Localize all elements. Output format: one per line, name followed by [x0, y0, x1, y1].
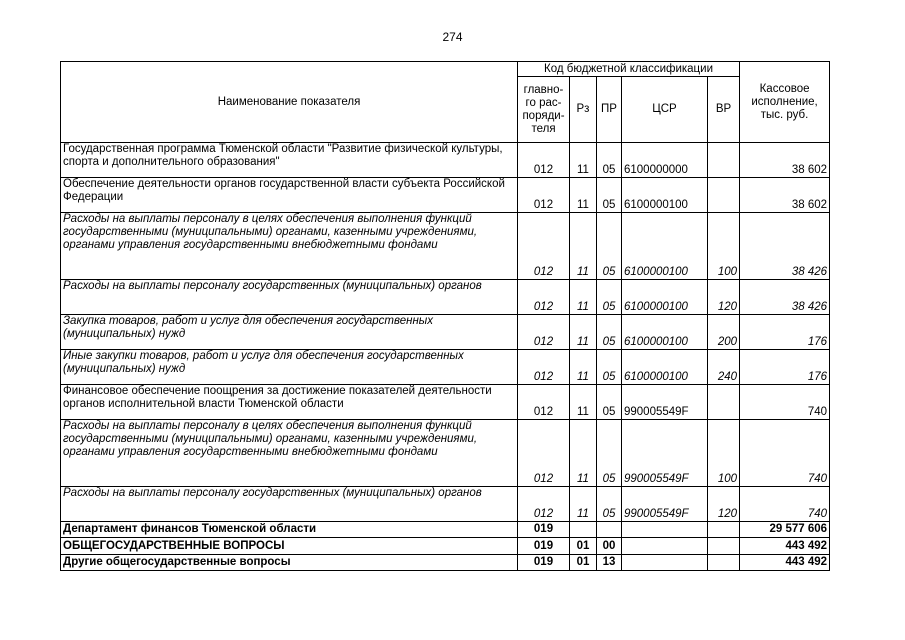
row-name: Иные закупки товаров, работ и услуг для обеспечения государственных (муниципальных) нужд: [61, 350, 518, 385]
table-row: [61, 487, 830, 522]
row-admin-code: 012: [518, 178, 570, 213]
row-csr: 990005549F: [622, 385, 708, 420]
row-csr: 6100000100: [622, 213, 708, 280]
row-csr: 6100000100: [622, 350, 708, 385]
row-pr: 05: [597, 315, 622, 350]
row-vr: 100: [708, 420, 740, 487]
table-row: [61, 538, 830, 555]
row-name: Расходы на выплаты персоналу государственных (муниципальных) органов: [61, 280, 518, 315]
row-pr: 05: [597, 385, 622, 420]
row-name: Закупка товаров, работ и услуг для обеспечения государственных (муниципальных) нужд: [61, 315, 518, 350]
row-vr: 120: [708, 487, 740, 522]
row-amount: 29 577 606: [740, 522, 830, 538]
row-admin-code: 012: [518, 213, 570, 280]
budget-execution-table: [60, 61, 830, 571]
row-pr: 13: [597, 555, 622, 571]
header-csr: ЦСР: [622, 77, 708, 143]
row-admin-code: 012: [518, 315, 570, 350]
row-vr: [708, 143, 740, 178]
row-name: Другие общегосударственные вопросы: [61, 555, 518, 571]
row-amount: 38 426: [740, 280, 830, 315]
table-row: [61, 213, 830, 280]
row-rz: 11: [570, 487, 597, 522]
row-rz: [570, 522, 597, 538]
row-pr: 05: [597, 487, 622, 522]
row-name: Расходы на выплаты персоналу государственных (муниципальных) органов: [61, 487, 518, 522]
row-amount: 443 492: [740, 555, 830, 571]
header-amount: Кассовое исполнение, тыс. руб.: [740, 62, 830, 143]
row-pr: 05: [597, 178, 622, 213]
row-pr: 05: [597, 213, 622, 280]
row-name: Финансовое обеспечение поощрения за достижение показателей деятельности органов исполнительной власти Тюменской области: [61, 385, 518, 420]
row-vr: 100: [708, 213, 740, 280]
row-rz: 11: [570, 213, 597, 280]
row-vr: [708, 538, 740, 555]
page-number: 274: [442, 30, 463, 44]
row-amount: 176: [740, 350, 830, 385]
row-pr: 05: [597, 420, 622, 487]
row-rz: 11: [570, 420, 597, 487]
header-row-group: [61, 62, 830, 77]
row-pr: 05: [597, 280, 622, 315]
row-admin-code: 012: [518, 143, 570, 178]
row-vr: 240: [708, 350, 740, 385]
header-rz: Рз: [570, 77, 597, 143]
table-row: [61, 350, 830, 385]
table-row: [61, 555, 830, 571]
row-name: Расходы на выплаты персоналу в целях обеспечения выполнения функций государственными (муниципальными) органами, казенными учреждениями, органами управления государственными внебюджетными фондами: [61, 420, 518, 487]
row-amount: 38 602: [740, 143, 830, 178]
row-vr: 200: [708, 315, 740, 350]
row-admin-code: 012: [518, 350, 570, 385]
row-name: Департамент финансов Тюменской области: [61, 522, 518, 538]
row-amount: 740: [740, 385, 830, 420]
header-name: Наименование показателя: [61, 62, 518, 143]
row-admin-code: 019: [518, 555, 570, 571]
row-vr: [708, 178, 740, 213]
table-row: [61, 315, 830, 350]
row-amount: 740: [740, 487, 830, 522]
row-name: Государственная программа Тюменской области "Развитие физической культуры, спорта и дополнительного образования": [61, 143, 518, 178]
row-name: ОБЩЕГОСУДАРСТВЕННЫЕ ВОПРОСЫ: [61, 538, 518, 555]
row-csr: 6100000100: [622, 280, 708, 315]
row-amount: 176: [740, 315, 830, 350]
row-csr: [622, 538, 708, 555]
header-pr: ПР: [597, 77, 622, 143]
row-csr: 6100000100: [622, 315, 708, 350]
table-row: [61, 143, 830, 178]
row-rz: 11: [570, 315, 597, 350]
row-name: Обеспечение деятельности органов государственной власти субъекта Российской Федерации: [61, 178, 518, 213]
row-amount: 38 602: [740, 178, 830, 213]
row-rz: 11: [570, 385, 597, 420]
row-rz: 11: [570, 280, 597, 315]
row-rz: 01: [570, 538, 597, 555]
table-row: [61, 522, 830, 538]
row-rz: 11: [570, 178, 597, 213]
row-admin-code: 012: [518, 420, 570, 487]
row-amount: 443 492: [740, 538, 830, 555]
row-amount: 38 426: [740, 213, 830, 280]
table-row: [61, 178, 830, 213]
row-pr: 05: [597, 350, 622, 385]
row-admin-code: 012: [518, 385, 570, 420]
row-amount: 740: [740, 420, 830, 487]
header-main-admin: главно-го рас-поряди-теля: [518, 77, 570, 143]
table-body: [61, 143, 830, 571]
row-admin-code: 019: [518, 522, 570, 538]
row-name: Расходы на выплаты персоналу в целях обеспечения выполнения функций государственными (муниципальными) органами, казенными учреждениями, органами управления государственными внебюджетными фондами: [61, 213, 518, 280]
row-csr: [622, 522, 708, 538]
row-rz: 11: [570, 350, 597, 385]
row-admin-code: 019: [518, 538, 570, 555]
row-vr: [708, 555, 740, 571]
table-row: [61, 280, 830, 315]
row-vr: 120: [708, 280, 740, 315]
header-code-group: Код бюджетной классификации: [518, 62, 740, 77]
row-rz: 11: [570, 143, 597, 178]
row-csr: 6100000000: [622, 143, 708, 178]
table-row: [61, 420, 830, 487]
row-admin-code: 012: [518, 487, 570, 522]
row-csr: 990005549F: [622, 487, 708, 522]
row-csr: 6100000100: [622, 178, 708, 213]
row-csr: [622, 555, 708, 571]
table-row: [61, 385, 830, 420]
row-vr: [708, 385, 740, 420]
row-pr: 00: [597, 538, 622, 555]
header-vr: ВР: [708, 77, 740, 143]
row-vr: [708, 522, 740, 538]
row-rz: 01: [570, 555, 597, 571]
row-csr: 990005549F: [622, 420, 708, 487]
row-admin-code: 012: [518, 280, 570, 315]
row-pr: 05: [597, 143, 622, 178]
row-pr: [597, 522, 622, 538]
